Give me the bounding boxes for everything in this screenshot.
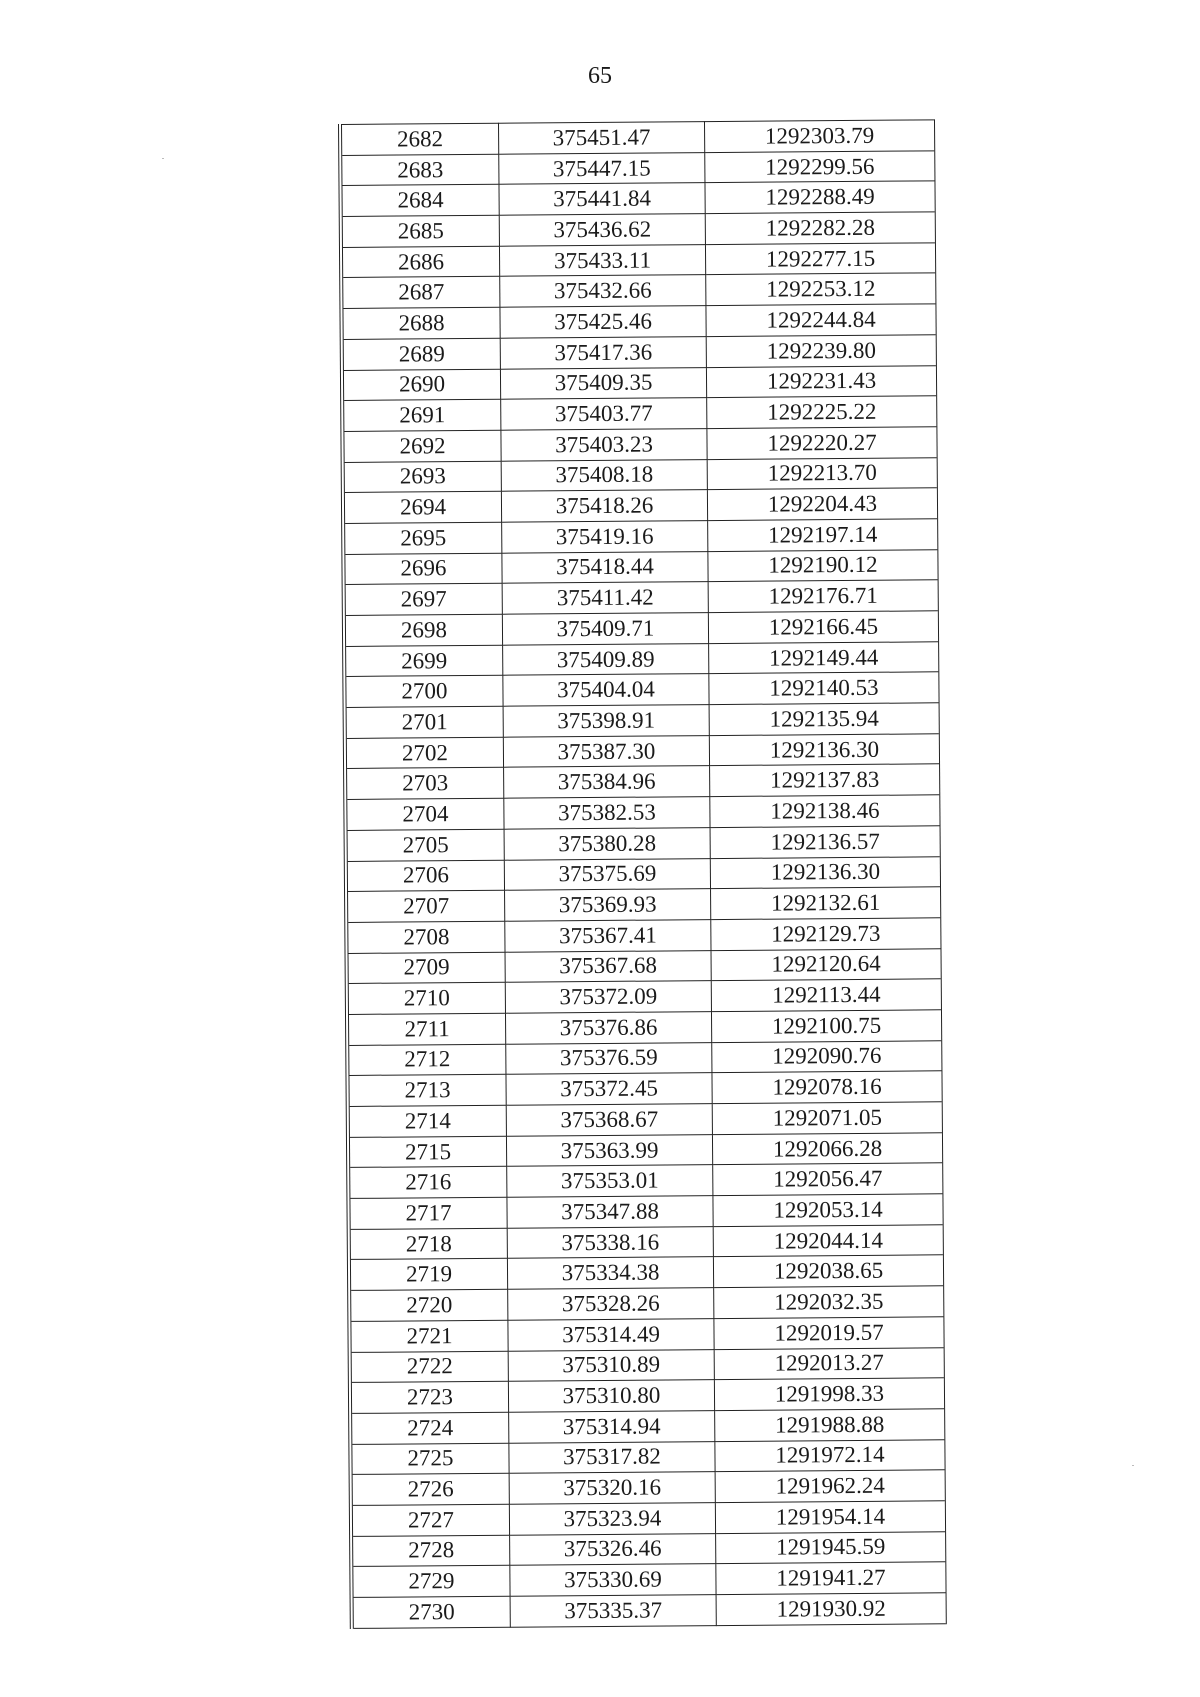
y-coordinate-cell: 1291930.92	[716, 1593, 946, 1625]
table-row	[347, 703, 939, 738]
y-coordinate-cell: 1292038.65	[713, 1255, 943, 1287]
y-coordinate-cell: 1292225.22	[707, 396, 937, 428]
y-coordinate-cell: 1292231.43	[706, 365, 936, 397]
table-row	[350, 1194, 942, 1229]
y-coordinate-cell: 1292113.44	[711, 979, 941, 1011]
point-number-cell: 2712	[349, 1044, 506, 1076]
point-number-cell: 2689	[344, 338, 501, 370]
x-coordinate-cell: 375441.84	[499, 183, 705, 215]
coordinates-table	[342, 119, 946, 1628]
x-coordinate-cell: 375338.16	[507, 1226, 713, 1258]
point-number-cell: 2684	[342, 185, 499, 217]
y-coordinate-cell: 1291962.24	[715, 1470, 945, 1502]
y-coordinate-cell: 1292136.30	[710, 856, 940, 888]
point-number-cell: 2721	[351, 1320, 508, 1352]
y-coordinate-cell: 1292220.27	[707, 427, 937, 459]
table-row	[346, 672, 938, 707]
y-coordinate-cell: 1291941.27	[716, 1562, 946, 1594]
y-coordinate-cell: 1292129.73	[711, 918, 941, 950]
y-coordinate-cell: 1292100.75	[711, 1010, 941, 1042]
point-number-cell: 2729	[353, 1566, 510, 1598]
y-coordinate-cell: 1292299.56	[705, 151, 935, 183]
x-coordinate-cell: 375404.04	[503, 674, 709, 706]
y-coordinate-cell: 1292135.94	[709, 703, 939, 735]
table-row	[347, 734, 939, 769]
point-number-cell: 2726	[353, 1473, 510, 1505]
y-coordinate-cell: 1292136.30	[709, 734, 939, 766]
point-number-cell: 2682	[342, 123, 499, 155]
y-coordinate-cell: 1292288.49	[705, 181, 935, 213]
table-row	[344, 396, 936, 431]
y-coordinate-cell: 1292132.61	[711, 887, 941, 919]
table-row	[343, 304, 935, 339]
table-row	[343, 273, 935, 308]
point-number-cell: 2702	[347, 737, 504, 769]
point-number-cell: 2711	[349, 1013, 506, 1045]
y-coordinate-cell: 1292138.46	[710, 795, 940, 827]
table-row	[342, 120, 934, 155]
point-number-cell: 2696	[345, 553, 502, 585]
y-coordinate-cell: 1292044.14	[713, 1225, 943, 1257]
table-row	[346, 580, 938, 615]
y-coordinate-cell: 1292056.47	[713, 1163, 943, 1195]
x-coordinate-cell: 375326.46	[510, 1533, 716, 1565]
x-coordinate-cell: 375328.26	[508, 1288, 714, 1320]
scan-speck	[1132, 1465, 1134, 1466]
x-coordinate-cell: 375451.47	[498, 122, 704, 154]
y-coordinate-cell: 1292213.70	[707, 457, 937, 489]
table-row	[349, 948, 941, 983]
y-coordinate-cell: 1292140.53	[709, 672, 939, 704]
table-row	[350, 1132, 942, 1167]
y-coordinate-cell: 1292090.76	[712, 1040, 942, 1072]
table-row	[354, 1593, 946, 1628]
point-number-cell: 2704	[347, 798, 504, 830]
x-coordinate-cell: 375409.71	[502, 613, 708, 645]
point-number-cell: 2705	[348, 829, 505, 861]
table-row	[350, 1163, 942, 1198]
x-coordinate-cell: 375436.62	[499, 214, 705, 246]
y-coordinate-cell: 1292197.14	[708, 519, 938, 551]
table-row	[348, 856, 940, 891]
table-row	[348, 918, 940, 953]
point-number-cell: 2718	[351, 1228, 508, 1260]
table-row	[353, 1562, 945, 1597]
x-coordinate-cell: 375447.15	[499, 152, 705, 184]
x-coordinate-cell: 375403.23	[501, 428, 707, 460]
table-row	[349, 1040, 941, 1075]
coordinates-table-body	[342, 120, 946, 1628]
point-number-cell: 2730	[354, 1596, 511, 1628]
point-number-cell: 2700	[346, 676, 503, 708]
point-number-cell: 2690	[344, 369, 501, 401]
x-coordinate-cell: 375403.77	[501, 398, 707, 430]
x-coordinate-cell: 375432.66	[500, 275, 706, 307]
table-row	[348, 887, 940, 922]
table-row	[349, 1010, 941, 1045]
x-coordinate-cell: 375409.35	[500, 367, 706, 399]
point-number-cell: 2695	[345, 522, 502, 554]
y-coordinate-cell: 1292244.84	[706, 304, 936, 336]
table-row	[345, 457, 937, 492]
x-coordinate-cell: 375314.49	[508, 1318, 714, 1350]
point-number-cell: 2716	[350, 1167, 507, 1199]
y-coordinate-cell: 1291998.33	[714, 1378, 944, 1410]
y-coordinate-cell: 1292137.83	[710, 764, 940, 796]
table-row	[345, 488, 937, 523]
point-number-cell: 2706	[348, 860, 505, 892]
table-row	[352, 1378, 944, 1413]
table-row	[346, 611, 938, 646]
point-number-cell: 2728	[353, 1535, 510, 1567]
table-row	[343, 212, 935, 247]
point-number-cell: 2715	[350, 1136, 507, 1168]
point-number-cell: 2725	[352, 1443, 509, 1475]
point-number-cell: 2724	[352, 1412, 509, 1444]
point-number-cell: 2687	[343, 277, 500, 309]
y-coordinate-cell: 1292066.28	[712, 1132, 942, 1164]
x-coordinate-cell: 375425.46	[500, 306, 706, 338]
y-coordinate-cell: 1292282.28	[705, 212, 935, 244]
point-number-cell: 2709	[349, 952, 506, 984]
table-row	[353, 1531, 945, 1566]
point-number-cell: 2714	[350, 1105, 507, 1137]
y-coordinate-cell: 1291954.14	[715, 1501, 945, 1533]
point-number-cell: 2697	[346, 584, 503, 616]
point-number-cell: 2685	[343, 215, 500, 247]
point-number-cell: 2723	[352, 1381, 509, 1413]
point-number-cell: 2720	[351, 1289, 508, 1321]
table-row	[353, 1501, 945, 1536]
x-coordinate-cell: 375372.09	[505, 981, 711, 1013]
point-number-cell: 2694	[345, 491, 502, 523]
x-coordinate-cell: 375409.89	[503, 643, 709, 675]
table-row	[344, 335, 936, 370]
x-coordinate-cell: 375335.37	[510, 1595, 716, 1627]
point-number-cell: 2699	[346, 645, 503, 677]
x-coordinate-cell: 375310.89	[508, 1349, 714, 1381]
table-row	[352, 1347, 944, 1382]
point-number-cell: 2691	[344, 399, 501, 431]
x-coordinate-cell: 375433.11	[499, 244, 705, 276]
point-number-cell: 2707	[348, 890, 505, 922]
page-number: 65	[588, 63, 612, 89]
table-row	[345, 519, 937, 554]
y-coordinate-cell: 1292120.64	[711, 948, 941, 980]
x-coordinate-cell: 375376.59	[506, 1042, 712, 1074]
y-coordinate-cell: 1292071.05	[712, 1102, 942, 1134]
table-row	[342, 181, 934, 216]
y-coordinate-cell: 1292204.43	[707, 488, 937, 520]
x-coordinate-cell: 375368.67	[506, 1104, 712, 1136]
x-coordinate-cell: 375363.99	[506, 1134, 712, 1166]
table-row	[344, 365, 936, 400]
y-coordinate-cell: 1292239.80	[706, 335, 936, 367]
point-number-cell: 2717	[350, 1197, 507, 1229]
point-number-cell: 2713	[349, 1075, 506, 1107]
x-coordinate-cell: 375314.94	[509, 1410, 715, 1442]
point-number-cell: 2683	[342, 154, 499, 186]
y-coordinate-cell: 1291988.88	[715, 1409, 945, 1441]
x-coordinate-cell: 375417.36	[500, 336, 706, 368]
x-coordinate-cell: 375418.26	[501, 490, 707, 522]
point-number-cell: 2708	[348, 921, 505, 953]
x-coordinate-cell: 375418.44	[502, 551, 708, 583]
x-coordinate-cell: 375347.88	[507, 1196, 713, 1228]
x-coordinate-cell: 375353.01	[507, 1165, 713, 1197]
y-coordinate-cell: 1292253.12	[706, 273, 936, 305]
table-row	[349, 979, 941, 1014]
point-number-cell: 2722	[352, 1351, 509, 1383]
table-row	[351, 1317, 943, 1352]
scan-speck	[162, 158, 164, 159]
x-coordinate-cell: 375310.80	[508, 1380, 714, 1412]
table-row	[352, 1409, 944, 1444]
table-row	[350, 1102, 942, 1137]
y-coordinate-cell: 1291945.59	[716, 1531, 946, 1563]
y-coordinate-cell: 1292078.16	[712, 1071, 942, 1103]
x-coordinate-cell: 375367.41	[505, 919, 711, 951]
x-coordinate-cell: 375408.18	[501, 459, 707, 491]
table-row	[351, 1286, 943, 1321]
x-coordinate-cell: 375411.42	[502, 582, 708, 614]
coordinates-table-frame	[338, 119, 947, 1628]
point-number-cell: 2698	[346, 614, 503, 646]
point-number-cell: 2688	[343, 307, 500, 339]
point-number-cell: 2710	[349, 982, 506, 1014]
y-coordinate-cell: 1292136.57	[710, 826, 940, 858]
table-row	[352, 1439, 944, 1474]
x-coordinate-cell: 375334.38	[507, 1257, 713, 1289]
table-row	[345, 549, 937, 584]
x-coordinate-cell: 375380.28	[504, 827, 710, 859]
x-coordinate-cell: 375372.45	[506, 1073, 712, 1105]
y-coordinate-cell: 1292303.79	[704, 120, 934, 152]
point-number-cell: 2686	[343, 246, 500, 278]
x-coordinate-cell: 375376.86	[505, 1012, 711, 1044]
table-row	[347, 795, 939, 830]
table-row	[342, 151, 934, 186]
x-coordinate-cell: 375419.16	[502, 521, 708, 553]
y-coordinate-cell: 1292149.44	[709, 641, 939, 673]
x-coordinate-cell: 375367.68	[505, 950, 711, 982]
y-coordinate-cell: 1292190.12	[708, 549, 938, 581]
y-coordinate-cell: 1292166.45	[708, 611, 938, 643]
y-coordinate-cell: 1292019.57	[714, 1317, 944, 1349]
y-coordinate-cell: 1292053.14	[713, 1194, 943, 1226]
table-row	[344, 427, 936, 462]
x-coordinate-cell: 375330.69	[510, 1564, 716, 1596]
point-number-cell: 2692	[344, 430, 501, 462]
y-coordinate-cell: 1292176.71	[708, 580, 938, 612]
x-coordinate-cell: 375384.96	[504, 766, 710, 798]
y-coordinate-cell: 1291972.14	[715, 1439, 945, 1471]
y-coordinate-cell: 1292277.15	[705, 243, 935, 275]
y-coordinate-cell: 1292032.35	[714, 1286, 944, 1318]
point-number-cell: 2693	[345, 461, 502, 493]
x-coordinate-cell: 375317.82	[509, 1441, 715, 1473]
table-row	[351, 1255, 943, 1290]
table-row	[351, 1225, 943, 1260]
point-number-cell: 2701	[347, 706, 504, 738]
table-row	[353, 1470, 945, 1505]
table-row	[346, 641, 938, 676]
table-row	[347, 764, 939, 799]
point-number-cell: 2727	[353, 1504, 510, 1536]
x-coordinate-cell: 375375.69	[504, 858, 710, 890]
x-coordinate-cell: 375398.91	[503, 705, 709, 737]
point-number-cell: 2703	[347, 768, 504, 800]
x-coordinate-cell: 375323.94	[509, 1503, 715, 1535]
table-row	[343, 243, 935, 278]
x-coordinate-cell: 375387.30	[503, 735, 709, 767]
x-coordinate-cell: 375382.53	[504, 797, 710, 829]
point-number-cell: 2719	[351, 1259, 508, 1291]
y-coordinate-cell: 1292013.27	[714, 1347, 944, 1379]
table-row	[349, 1071, 941, 1106]
x-coordinate-cell: 375320.16	[509, 1472, 715, 1504]
table-row	[348, 826, 940, 861]
x-coordinate-cell: 375369.93	[505, 889, 711, 921]
